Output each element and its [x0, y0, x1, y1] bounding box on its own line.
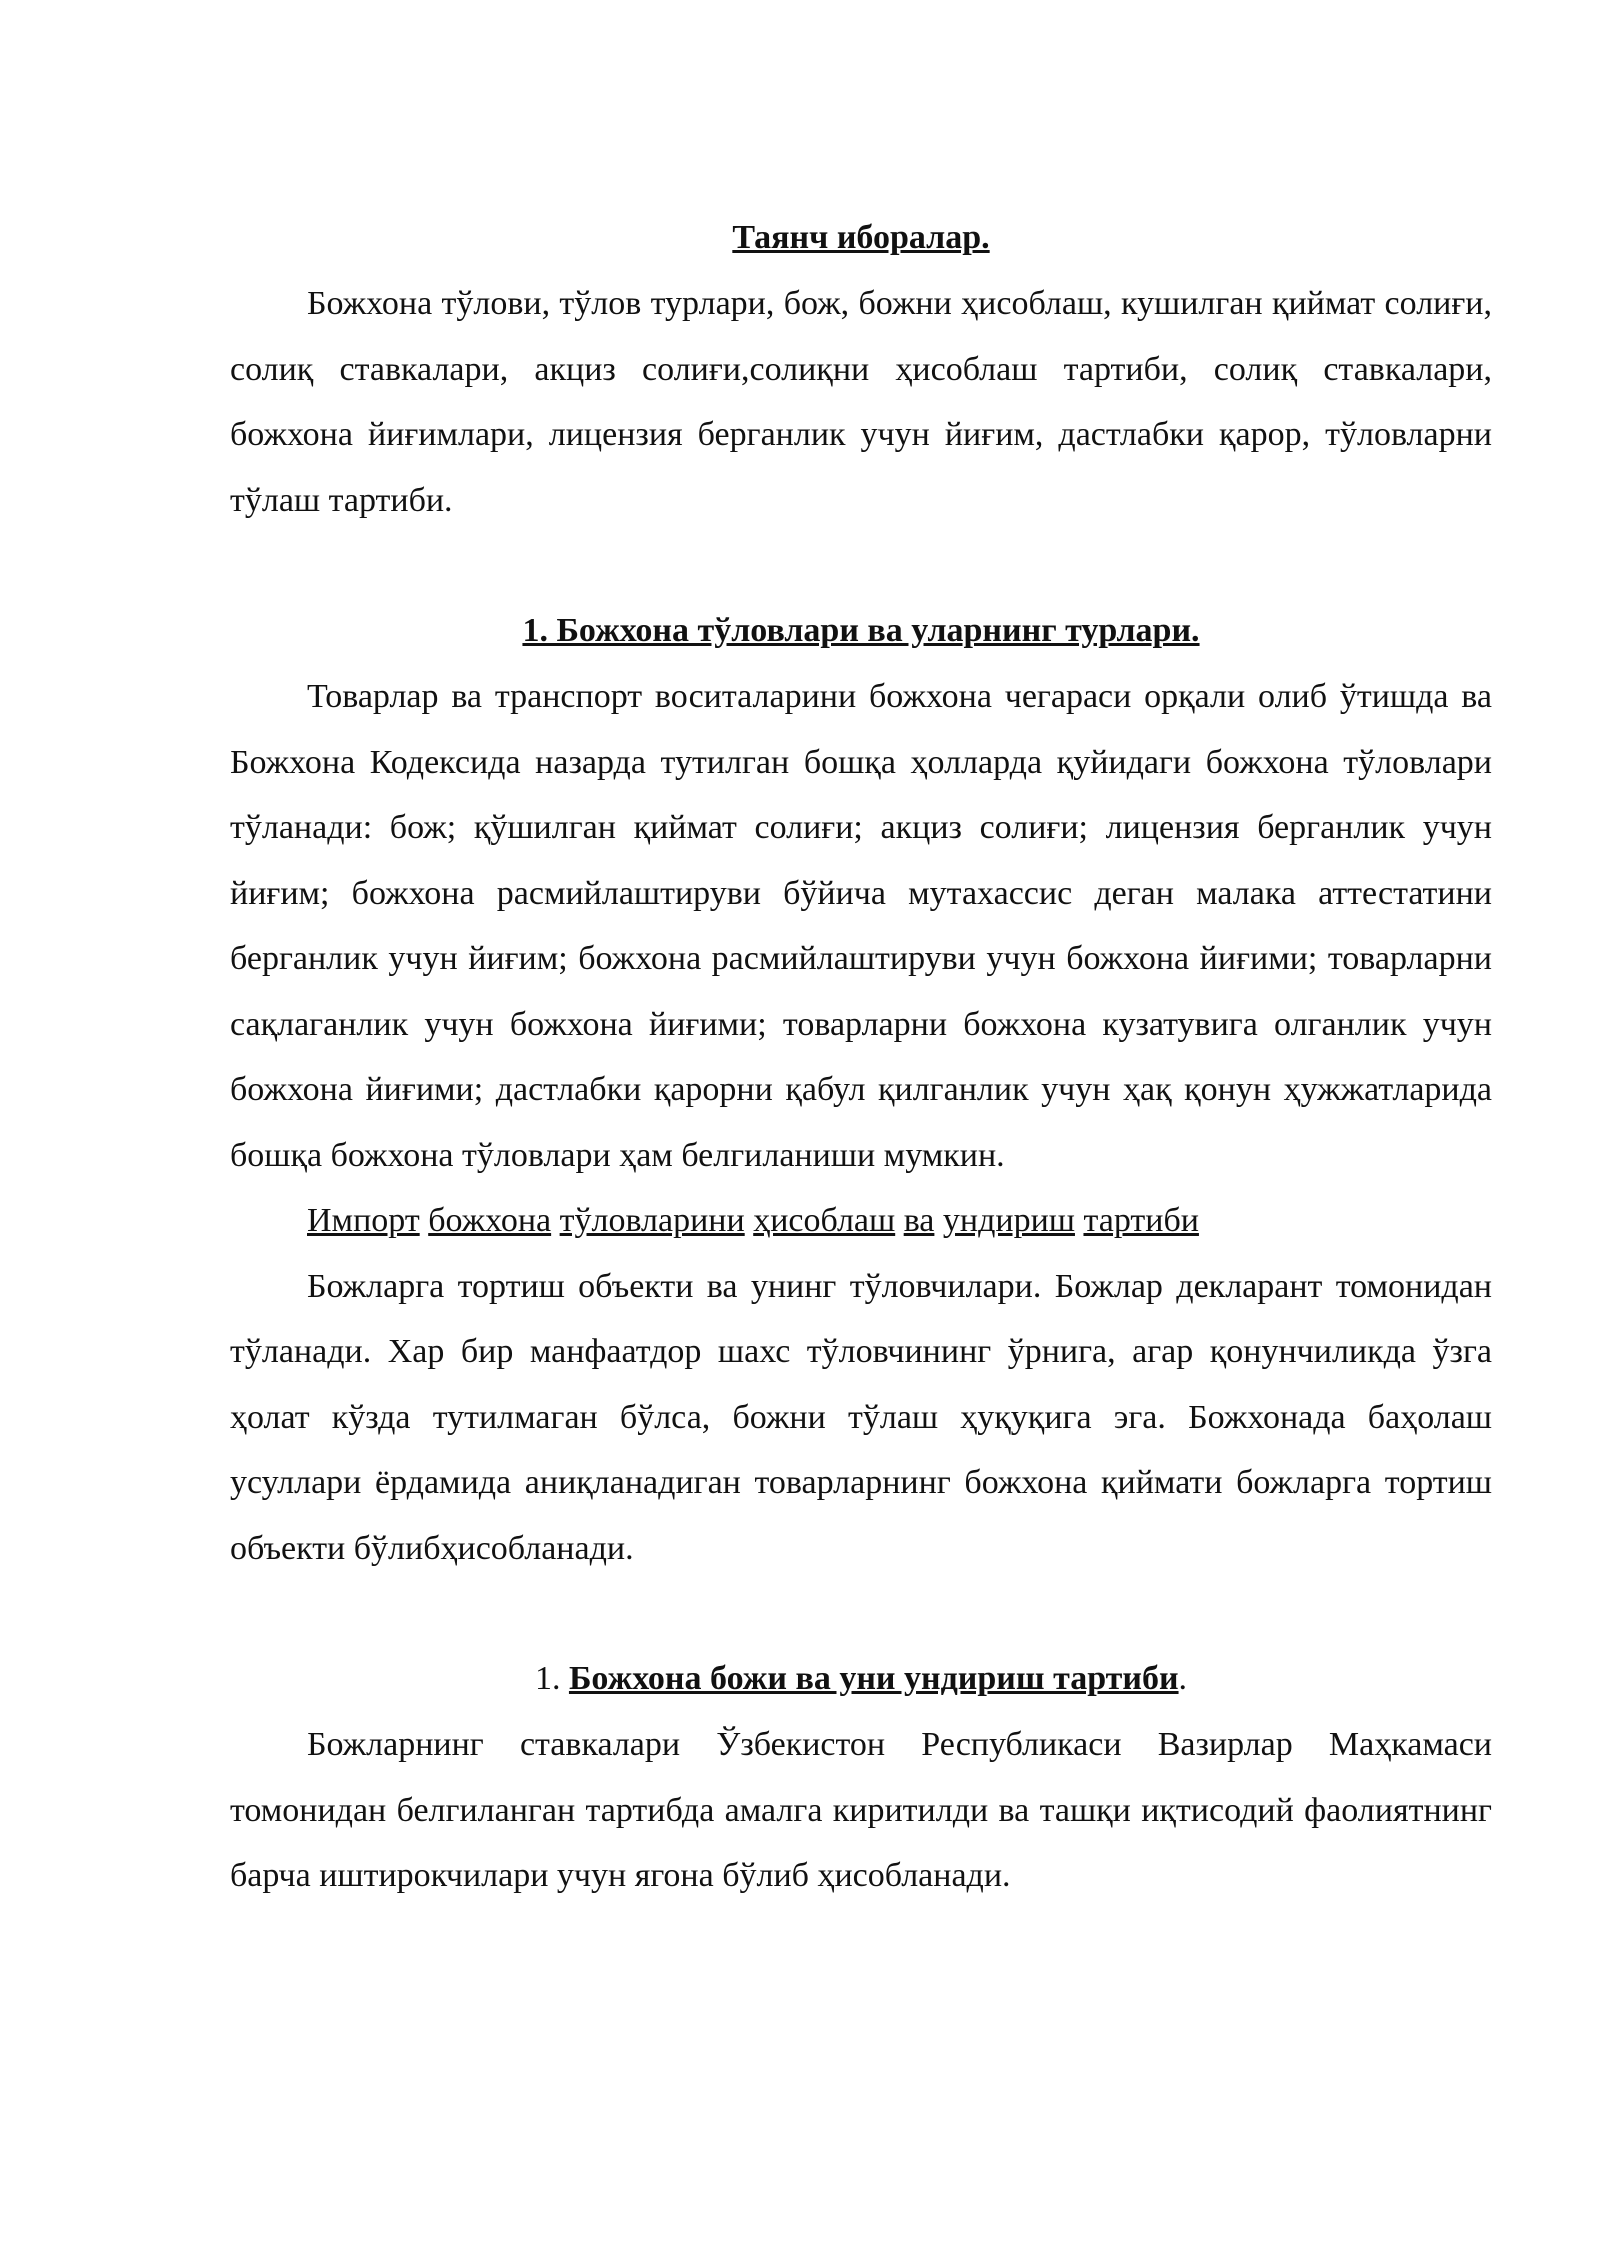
document-page: [230, 205, 1492, 1909]
keywords-title: Таянч иборалар.: [732, 219, 990, 256]
subheading-word: ва: [903, 1202, 935, 1239]
subheading-word: божхона: [428, 1202, 552, 1239]
subheading-word: ундириш: [942, 1202, 1075, 1239]
section-2-heading: [230, 1646, 1492, 1712]
import-payments-subheading: [230, 1188, 1492, 1254]
section-1-title: 1. Божхона тўловлари ва уларнинг турлари.: [522, 612, 1200, 649]
subheading-word: Импорт: [307, 1202, 420, 1239]
section-2-number: 1.: [534, 1660, 561, 1697]
duties-payers-paragraph: Божларга тортиш объекти ва унинг тўловчилари. Божлар декларант томонидан тўланади. Хар бир манфаатдор шахс тўловчининг ўрнига, агар қонунчиликда ўзга ҳолат кўзда тутилмаган бўлса, божни тўлаш ҳуқуқига эга. Божхонада баҳолаш усуллари ёрдамида аниқланадиган товарларнинг божхона қиймати божларга тортиш объекти бўлибҳисобланади.: [230, 1267, 1492, 1567]
spacer: [230, 533, 1492, 598]
keywords-paragraph: Божхона тўлови, тўлов турлари, бож, божни ҳисоблаш, кушилган қиймат солиғи, солиқ ставкалари, акциз солиғи,солиқни ҳисоблаш тартиби, солиқ ставкалари, божхона йиғимлари, лицензия берганлик учун йиғим, дастлабки қарор, тўловларни тўлаш тартиби.: [230, 285, 1492, 519]
section-1-paragraph: Товарлар ва транспорт воситаларини божхона чегараси орқали олиб ўтишда ва Божхона Кодексида назарда тутилган бошқа ҳолларда қуйидаги божхона тўловлари тўланади: бож; қўшилган қиймат солиғи; акциз солиғи; лицензия берганлик учун йиғим; божхона расмийлаштируви бўйича мутахассис деган малака аттестатини берганлик учун йиғим; божхона расмийлаштируви учун божхона йиғими; товарларни сақлаганлик учун божхона йиғими; товарларни божхона кузатувига олганлик учун божхона йиғими; дастлабки қарорни қабул қилганлик учун ҳақ қонун ҳужжатларида бошқа божхона тўловлари ҳам белгиланиши мумкин.: [230, 678, 1492, 1174]
subheading-word: тўловларини: [559, 1202, 745, 1239]
section-1-heading: [230, 598, 1492, 664]
section-2-paragraph: Божларнинг ставкалари Ўзбекистон Республикаси Вазирлар Маҳкамаси томонидан белгиланган тартибда амалга киритилди ва ташқи иқтисодий фаолиятнинг барча иштирокчилари учун ягона бўлиб ҳисобланади.: [230, 1726, 1492, 1894]
keywords-heading: [230, 205, 1492, 271]
spacer: [230, 1581, 1492, 1646]
section-2-trailing: .: [1178, 1660, 1188, 1697]
subheading-word: ҳисоблаш: [753, 1202, 896, 1239]
section-2-title: Божхона божи ва уни ундириш тартиби: [568, 1660, 1179, 1697]
subheading-word: тартиби: [1083, 1202, 1199, 1239]
